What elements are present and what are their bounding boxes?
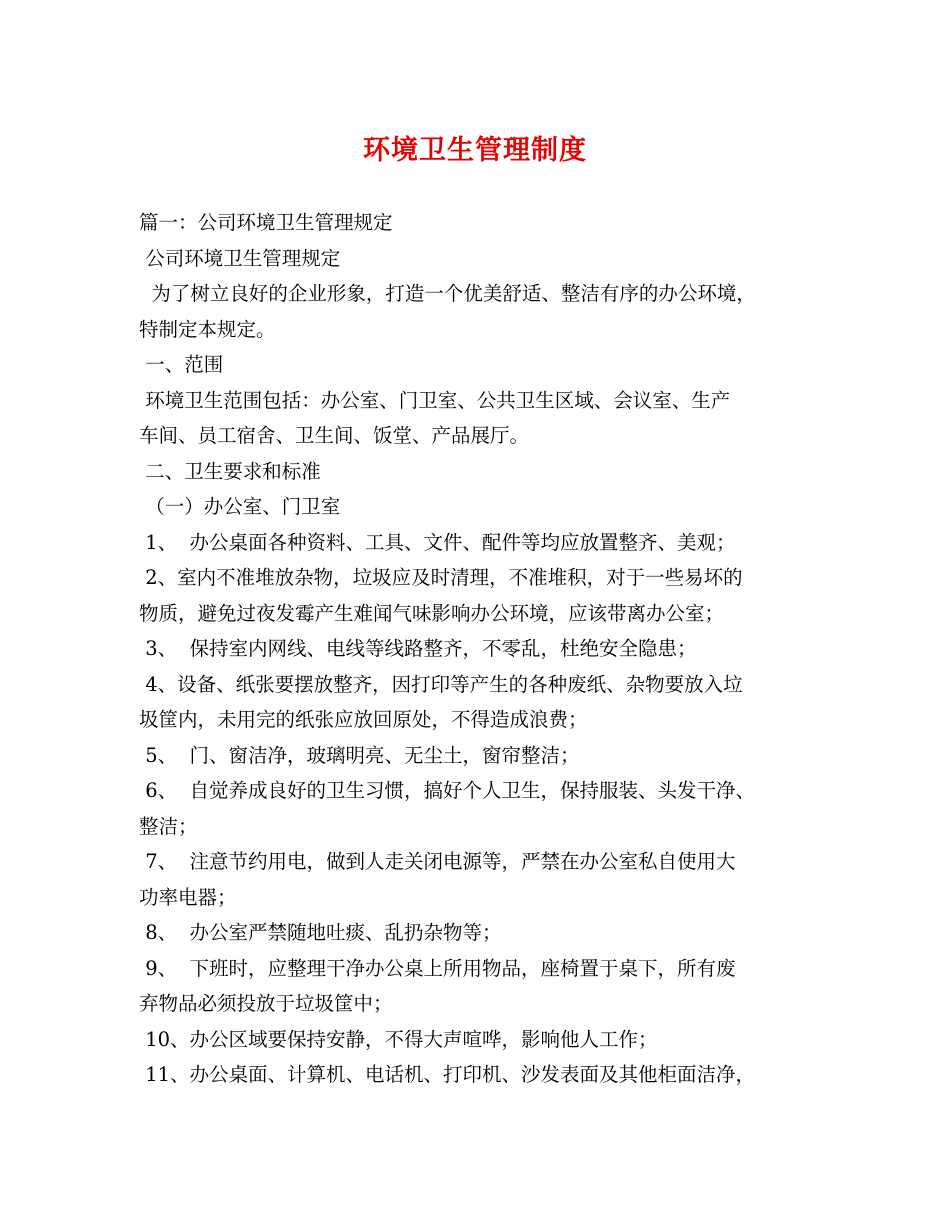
document-title: 环境卫生管理制度: [363, 135, 587, 166]
text-line: 篇一：公司环境卫生管理规定: [139, 211, 393, 234]
text-line: 2、室内不准堆放杂物，垃圾应及时清理，不准堆积，对于一些易坏的: [139, 566, 743, 589]
text-line: 为了树立良好的企业形象，打造一个优美舒适、整洁有序的办公环境，: [139, 282, 756, 305]
text-line: 11、办公桌面、计算机、电话机、打印机、沙发表面及其他柜面洁净，: [139, 1063, 756, 1086]
text-line: 环境卫生范围包括：办公室、门卫室、公共卫生区域、会议室、生产: [139, 388, 731, 412]
text-line: 物质，避免过夜发霉产生难闻气味影响办公环境，应该带离办公室；: [139, 601, 725, 625]
text-line: 3、 保持室内网线、电线等线路整齐，不零乱，杜绝安全隐患；: [139, 637, 697, 660]
text-line: 圾筐内，未用完的纸张应放回原处，不得造成浪费；: [139, 708, 588, 731]
text-line: 特制定本规定。: [139, 317, 276, 341]
text-line: 一、范围: [139, 353, 224, 376]
text-line: 功率电器；: [139, 885, 237, 909]
text-line: 弃物品必须投放于垃圾筐中；: [139, 992, 393, 1015]
text-line: 整洁；: [139, 814, 198, 838]
text-line: 9、 下班时，应整理干净办公桌上所用物品，座椅置于桌下，所有废: [139, 956, 736, 980]
text-line: 8、 办公室严禁随地吐痰、乱扔杂物等；: [139, 921, 502, 944]
text-line: 7、 注意节约用电，做到人走关闭电源等，严禁在办公室私自使用大: [139, 850, 736, 873]
text-line: 1、 办公桌面各种资料、工具、文件、配件等均应放置整齐、美观；: [139, 530, 736, 554]
text-line: 4、设备、纸张要摆放整齐，因打印等产生的各种废纸、杂物要放入垃: [139, 672, 743, 696]
text-line: 车间、员工宿舍、卫生间、饭堂、产品展厅。: [139, 424, 530, 447]
document-body: [139, 205, 819, 1093]
text-line: （一）办公室、门卫室: [139, 495, 341, 518]
text-line: 10、办公区域要保持安静，不得大声喧哗，影响他人工作；: [139, 1027, 658, 1051]
text-line: 5、 门、窗洁净，玻璃明亮、无尘土，窗帘整洁；: [139, 743, 580, 767]
text-line: 公司环境卫生管理规定: [139, 246, 341, 270]
text-line: 二、卫生要求和标准: [139, 459, 321, 483]
text-line: 6、 自觉养成良好的卫生习惯，搞好个人卫生，保持服装、头发干净、: [139, 779, 756, 802]
